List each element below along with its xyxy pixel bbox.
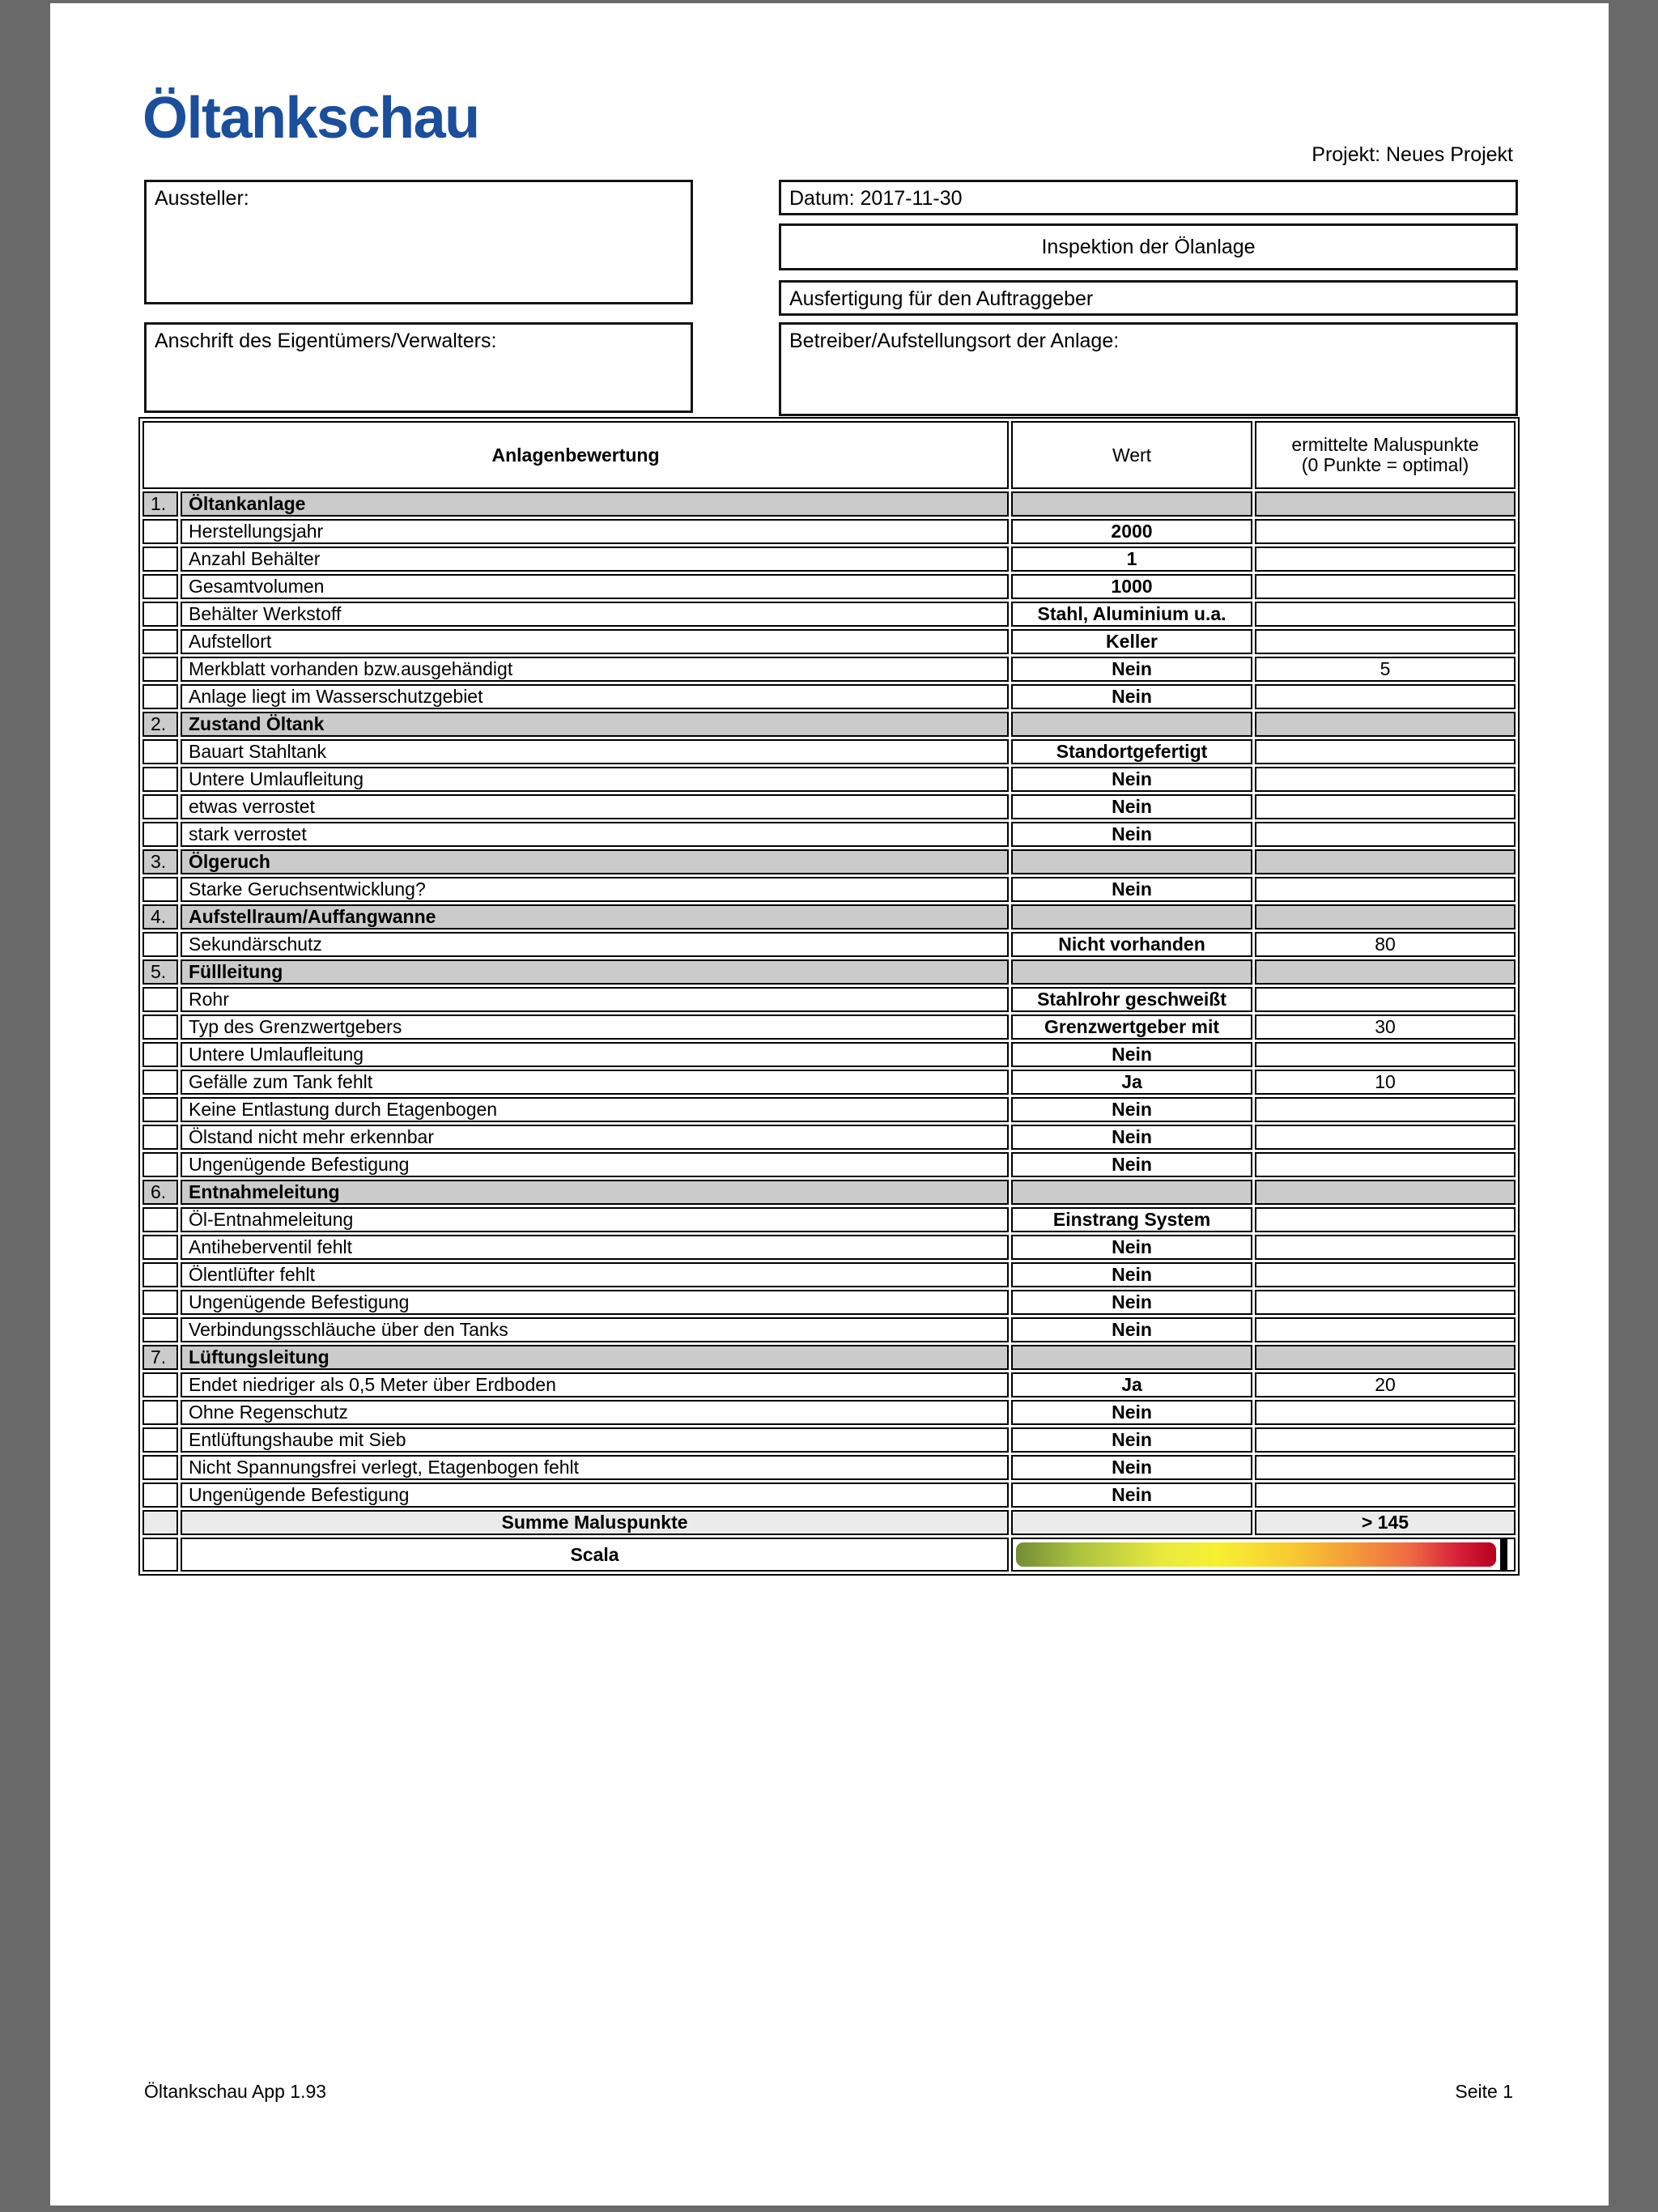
row-wert-cell: Nein: [1011, 1042, 1252, 1067]
row-label-cell: Ölentlüfter fehlt: [181, 1262, 1009, 1287]
section-row: [142, 1180, 1516, 1205]
row-label-cell: Gesamtvolumen: [181, 574, 1009, 599]
table-row: [142, 1235, 1516, 1260]
row-malus-cell: [1255, 1235, 1516, 1260]
row-label-cell: Entlüftungshaube mit Sieb: [181, 1427, 1009, 1453]
row-number-cell: [142, 1455, 178, 1480]
footer-page-number: Seite 1: [1455, 2081, 1513, 2102]
table-row: [142, 1372, 1516, 1397]
table-row: [142, 794, 1516, 819]
row-malus-cell: [1255, 1455, 1516, 1480]
section-label-cell: Zustand Öltank: [181, 712, 1009, 737]
row-number-cell: [142, 1290, 178, 1315]
row-wert-cell: Standortgefertigt: [1011, 739, 1252, 764]
row-label-cell: stark verrostet: [181, 822, 1009, 847]
betreiber-label: Betreiber/Aufstellungsort der Anlage:: [789, 330, 1120, 352]
section-wert-cell: [1011, 712, 1252, 737]
table-row: [142, 602, 1516, 627]
row-label-cell: etwas verrostet: [181, 794, 1009, 819]
table-row: [142, 1455, 1516, 1480]
summe-num-cell: [142, 1510, 178, 1535]
document-page: [50, 3, 1609, 2206]
row-wert-cell: Nein: [1011, 1400, 1252, 1425]
row-number-cell: [142, 602, 178, 627]
page-title: Öltankschau: [142, 86, 479, 151]
table-row: [142, 1290, 1516, 1315]
section-number-cell: 7.: [142, 1345, 178, 1370]
table-row: [142, 1427, 1516, 1453]
row-wert-cell: 2000: [1011, 519, 1252, 544]
section-row: [142, 849, 1516, 874]
row-number-cell: [142, 1427, 178, 1453]
section-row: [142, 712, 1516, 737]
table-row: [142, 1482, 1516, 1508]
section-number-cell: 6.: [142, 1180, 178, 1205]
aussteller-label: Aussteller:: [155, 187, 249, 210]
row-number-cell: [142, 1070, 178, 1095]
table-row: [142, 1097, 1516, 1122]
row-wert-cell: Nein: [1011, 657, 1252, 682]
row-malus-cell: [1255, 1125, 1516, 1150]
table-row: [142, 1207, 1516, 1232]
row-number-cell: [142, 1317, 178, 1342]
section-row: [142, 1345, 1516, 1370]
row-number-cell: [142, 987, 178, 1012]
scala-gradient-bar: [1016, 1542, 1496, 1567]
row-malus-cell: 30: [1255, 1015, 1516, 1040]
row-label-cell: Endet niedriger als 0,5 Meter über Erdboden: [181, 1372, 1009, 1397]
row-wert-cell: Einstrang System: [1011, 1207, 1252, 1232]
section-malus-cell: [1255, 1345, 1516, 1370]
row-malus-cell: [1255, 794, 1516, 819]
row-wert-cell: Stahl, Aluminium u.a.: [1011, 602, 1252, 627]
row-malus-cell: [1255, 1262, 1516, 1287]
footer-app-version: Öltankschau App 1.93: [144, 2081, 327, 2102]
row-number-cell: [142, 657, 178, 682]
table-row: [142, 822, 1516, 847]
row-malus-cell: [1255, 877, 1516, 902]
scala-num-cell: [142, 1538, 178, 1572]
row-label-cell: Typ des Grenzwertgebers: [181, 1015, 1009, 1040]
table-header-wert: Wert: [1011, 421, 1252, 489]
row-malus-cell: [1255, 1317, 1516, 1342]
section-wert-cell: [1011, 849, 1252, 874]
row-malus-cell: [1255, 1427, 1516, 1453]
section-number-cell: 1.: [142, 491, 178, 517]
table-row: [142, 547, 1516, 572]
row-wert-cell: Nein: [1011, 684, 1252, 709]
row-label-cell: Untere Umlaufleitung: [181, 1042, 1009, 1067]
ausfertigung-label: Ausfertigung für den Auftraggeber: [789, 287, 1094, 310]
table-row: [142, 1070, 1516, 1095]
row-label-cell: Ungenügende Befestigung: [181, 1290, 1009, 1315]
row-label-cell: Behälter Werkstoff: [181, 602, 1009, 627]
row-number-cell: [142, 1372, 178, 1397]
table-row: [142, 739, 1516, 764]
assessment-table: [138, 417, 1520, 1576]
row-label-cell: Anzahl Behälter: [181, 547, 1009, 572]
table-header-malus-line1: ermittelte Maluspunkte: [1291, 434, 1479, 455]
row-malus-cell: [1255, 519, 1516, 544]
table-row: [142, 519, 1516, 544]
section-row: [142, 959, 1516, 985]
section-malus-cell: [1255, 712, 1516, 737]
section-wert-cell: [1011, 959, 1252, 985]
section-label-cell: Öltankanlage: [181, 491, 1009, 517]
row-malus-cell: [1255, 1207, 1516, 1232]
table-row: [142, 1042, 1516, 1067]
anschrift-label: Anschrift des Eigentümers/Verwalters:: [155, 330, 497, 352]
table-row: [142, 1015, 1516, 1040]
section-malus-cell: [1255, 1180, 1516, 1205]
table-row: [142, 767, 1516, 792]
anschrift-box: [144, 322, 693, 413]
inspektion-label: Inspektion der Ölanlage: [1041, 236, 1256, 258]
row-wert-cell: Nicht vorhanden: [1011, 932, 1252, 957]
row-wert-cell: Nein: [1011, 1455, 1252, 1480]
row-label-cell: Sekundärschutz: [181, 932, 1009, 957]
row-label-cell: Antiheberventil fehlt: [181, 1235, 1009, 1260]
row-wert-cell: 1000: [1011, 574, 1252, 599]
row-label-cell: Anlage liegt im Wasserschutzgebiet: [181, 684, 1009, 709]
betreiber-box: [779, 322, 1518, 416]
row-malus-cell: [1255, 1482, 1516, 1508]
row-malus-cell: [1255, 574, 1516, 599]
row-malus-cell: 5: [1255, 657, 1516, 682]
row-label-cell: Merkblatt vorhanden bzw.ausgehändigt: [181, 657, 1009, 682]
row-malus-cell: [1255, 739, 1516, 764]
row-label-cell: Aufstellort: [181, 629, 1009, 654]
section-wert-cell: [1011, 1180, 1252, 1205]
row-label-cell: Öl-Entnahmeleitung: [181, 1207, 1009, 1232]
assessment-table-body: [142, 421, 1516, 1572]
section-row: [142, 491, 1516, 517]
row-label-cell: Ungenügende Befestigung: [181, 1482, 1009, 1508]
row-label-cell: Rohr: [181, 987, 1009, 1012]
section-wert-cell: [1011, 904, 1252, 929]
scala-position-marker: [1500, 1539, 1507, 1570]
row-label-cell: Bauart Stahltank: [181, 739, 1009, 764]
table-row: [142, 1152, 1516, 1177]
row-wert-cell: Keller: [1011, 629, 1252, 654]
row-wert-cell: Grenzwertgeber mit: [1011, 1015, 1252, 1040]
row-malus-cell: [1255, 684, 1516, 709]
row-number-cell: [142, 822, 178, 847]
row-malus-cell: [1255, 1097, 1516, 1122]
ausfertigung-box: [779, 280, 1518, 316]
section-number-cell: 2.: [142, 712, 178, 737]
row-label-cell: Keine Entlastung durch Etagenbogen: [181, 1097, 1009, 1122]
datum-box: [779, 180, 1518, 215]
scala-label-cell: Scala: [181, 1538, 1009, 1572]
table-row: [142, 877, 1516, 902]
row-wert-cell: Nein: [1011, 1290, 1252, 1315]
row-label-cell: Gefälle zum Tank fehlt: [181, 1070, 1009, 1095]
row-wert-cell: Nein: [1011, 822, 1252, 847]
row-number-cell: [142, 767, 178, 792]
table-header-title: Anlagenbewertung: [142, 421, 1009, 489]
row-label-cell: Ungenügende Befestigung: [181, 1152, 1009, 1177]
row-label-cell: Starke Geruchsentwicklung?: [181, 877, 1009, 902]
row-wert-cell: Ja: [1011, 1070, 1252, 1095]
summe-wert-cell: [1011, 1510, 1252, 1535]
row-number-cell: [142, 1235, 178, 1260]
row-label-cell: Ohne Regenschutz: [181, 1400, 1009, 1425]
row-wert-cell: Nein: [1011, 1262, 1252, 1287]
section-number-cell: 5.: [142, 959, 178, 985]
row-wert-cell: Nein: [1011, 1482, 1252, 1508]
row-malus-cell: [1255, 822, 1516, 847]
row-wert-cell: Nein: [1011, 767, 1252, 792]
row-number-cell: [142, 547, 178, 572]
row-malus-cell: [1255, 987, 1516, 1012]
row-number-cell: [142, 1015, 178, 1040]
row-number-cell: [142, 1262, 178, 1287]
table-row: [142, 932, 1516, 957]
row-wert-cell: Nein: [1011, 1317, 1252, 1342]
row-malus-cell: [1255, 602, 1516, 627]
table-row: [142, 574, 1516, 599]
row-number-cell: [142, 1482, 178, 1508]
section-label-cell: Aufstellraum/Auffangwanne: [181, 904, 1009, 929]
row-number-cell: [142, 1097, 178, 1122]
row-label-cell: Nicht Spannungsfrei verlegt, Etagenbogen fehlt: [181, 1455, 1009, 1480]
row-wert-cell: 1: [1011, 547, 1252, 572]
scala-gradient-cell: [1011, 1538, 1516, 1572]
row-malus-cell: 10: [1255, 1070, 1516, 1095]
row-number-cell: [142, 1400, 178, 1425]
row-malus-cell: [1255, 1042, 1516, 1067]
row-number-cell: [142, 1125, 178, 1150]
row-label-cell: Untere Umlaufleitung: [181, 767, 1009, 792]
aussteller-box: [144, 180, 693, 304]
section-label-cell: Entnahmeleitung: [181, 1180, 1009, 1205]
section-wert-cell: [1011, 1345, 1252, 1370]
row-wert-cell: Nein: [1011, 794, 1252, 819]
row-label-cell: Verbindungsschläuche über den Tanks: [181, 1317, 1009, 1342]
table-header-row: [142, 421, 1516, 489]
section-number-cell: 4.: [142, 904, 178, 929]
row-wert-cell: Nein: [1011, 1125, 1252, 1150]
section-malus-cell: [1255, 849, 1516, 874]
row-wert-cell: Stahlrohr geschweißt: [1011, 987, 1252, 1012]
table-row: [142, 684, 1516, 709]
summe-label-cell: Summe Maluspunkte: [181, 1510, 1009, 1535]
section-wert-cell: [1011, 491, 1252, 517]
row-number-cell: [142, 932, 178, 957]
datum-value: Datum: 2017-11-30: [789, 187, 963, 210]
summe-value-cell: > 145: [1255, 1510, 1516, 1535]
table-row: [142, 1400, 1516, 1425]
row-number-cell: [142, 574, 178, 599]
row-wert-cell: Nein: [1011, 1427, 1252, 1453]
row-malus-cell: [1255, 1152, 1516, 1177]
row-malus-cell: [1255, 767, 1516, 792]
row-malus-cell: 20: [1255, 1372, 1516, 1397]
project-label: Projekt: Neues Projekt: [1312, 143, 1513, 166]
table-row: [142, 987, 1516, 1012]
inspektion-box: [779, 223, 1518, 270]
row-number-cell: [142, 877, 178, 902]
table-row: [142, 1262, 1516, 1287]
row-number-cell: [142, 1207, 178, 1232]
row-wert-cell: Ja: [1011, 1372, 1252, 1397]
table-row: [142, 629, 1516, 654]
section-malus-cell: [1255, 959, 1516, 985]
summe-row: [142, 1510, 1516, 1535]
row-wert-cell: Nein: [1011, 1097, 1252, 1122]
row-malus-cell: [1255, 1400, 1516, 1425]
section-row: [142, 904, 1516, 929]
row-wert-cell: Nein: [1011, 877, 1252, 902]
section-label-cell: Ölgeruch: [181, 849, 1009, 874]
row-number-cell: [142, 794, 178, 819]
table-row: [142, 1317, 1516, 1342]
row-label-cell: Herstellungsjahr: [181, 519, 1009, 544]
scala-row: [142, 1538, 1516, 1572]
row-malus-cell: [1255, 547, 1516, 572]
row-number-cell: [142, 519, 178, 544]
section-malus-cell: [1255, 904, 1516, 929]
row-number-cell: [142, 1152, 178, 1177]
table-header-malus: [1255, 421, 1516, 489]
row-number-cell: [142, 739, 178, 764]
row-malus-cell: [1255, 629, 1516, 654]
row-malus-cell: 80: [1255, 932, 1516, 957]
section-number-cell: 3.: [142, 849, 178, 874]
row-number-cell: [142, 684, 178, 709]
section-malus-cell: [1255, 491, 1516, 517]
row-number-cell: [142, 1042, 178, 1067]
section-label-cell: Füllleitung: [181, 959, 1009, 985]
table-row: [142, 657, 1516, 682]
row-malus-cell: [1255, 1290, 1516, 1315]
row-wert-cell: Nein: [1011, 1152, 1252, 1177]
row-number-cell: [142, 629, 178, 654]
row-label-cell: Ölstand nicht mehr erkennbar: [181, 1125, 1009, 1150]
row-wert-cell: Nein: [1011, 1235, 1252, 1260]
table-row: [142, 1125, 1516, 1150]
section-label-cell: Lüftungsleitung: [181, 1345, 1009, 1370]
table-header-malus-line2: (0 Punkte = optimal): [1301, 454, 1469, 475]
